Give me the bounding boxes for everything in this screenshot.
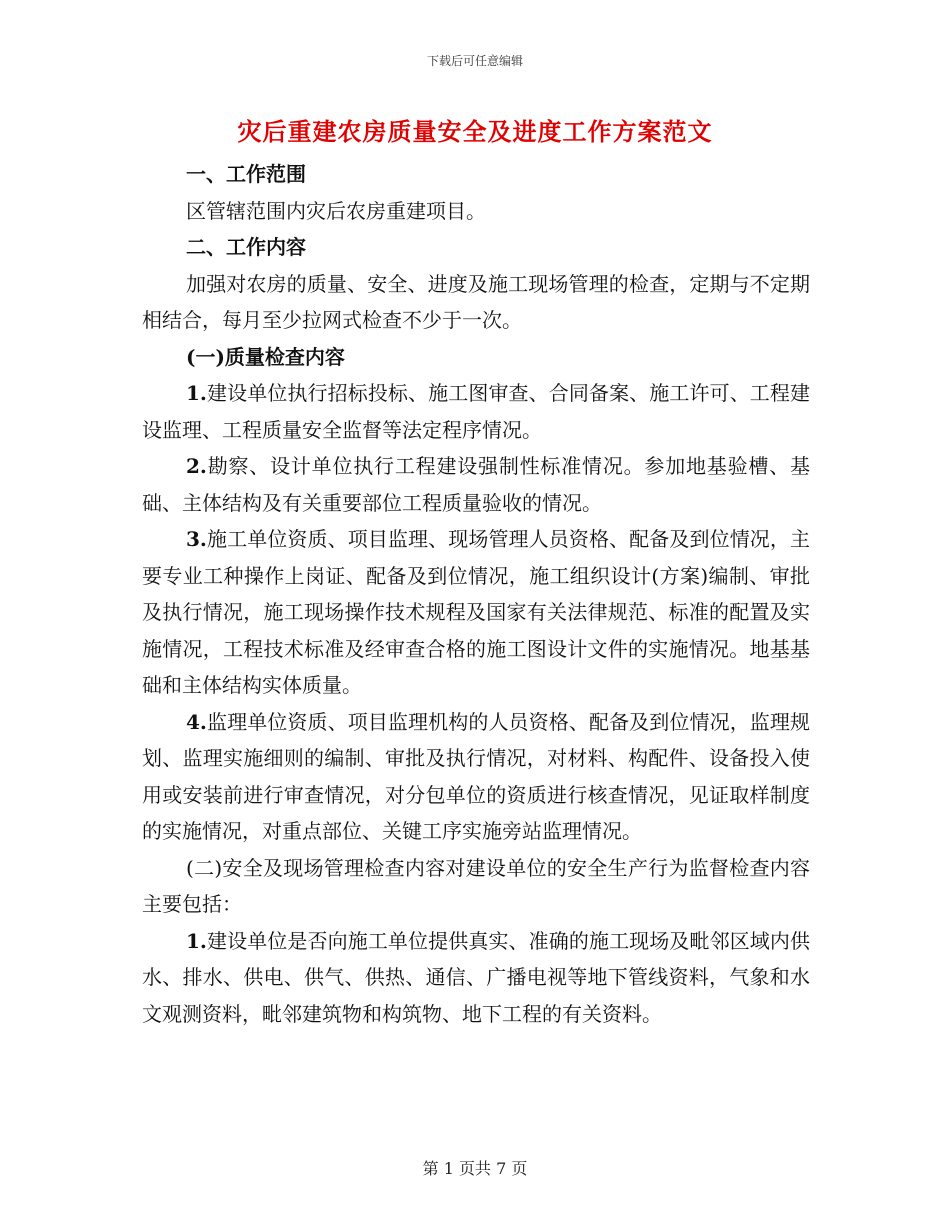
item-text: 建设单位执行招标投标、施工图审查、合同备案、施工许可、工程建设监理、工程质量安全监督等法定程序情况。 — [142, 381, 810, 442]
header-note: 下载后可任意编辑 — [426, 54, 523, 68]
item-text: 监理单位资质、项目监理机构的人员资格、配备及到位情况，监理规划、监理实施细则的编制、审批及执行情况，对材料、构配件、设备投入使用或安装前进行审查情况，对分包单位的资质进行核查情况，见证取样制度的实施情况，对重点部位、关键工序实施旁站监理情况。 — [142, 709, 810, 843]
document-title: 灾后重建农房质量安全及进度工作方案范文 — [237, 117, 713, 146]
quality-heading: (一)质量检查内容 — [186, 344, 345, 369]
item-number: 1. — [186, 381, 207, 405]
section-1-heading: 一、工作范围 — [186, 162, 306, 186]
item-text: 建设单位是否向施工单位提供真实、准确的施工现场及毗邻区域内供水、排水、供电、供气、供热、通信、广播电视等地下管线资料，气象和水文观测资料，毗邻建筑物和构筑物、地下工程的有关资料。 — [142, 928, 810, 1026]
quality-item-1 — [142, 375, 810, 448]
item-number: 1. — [186, 928, 207, 953]
item-number: 3. — [186, 527, 207, 551]
item-text: 勘察、设计单位执行工程建设强制性标准情况。参加地基验槽、基础、主体结构及有关重要部位工程质量验收的情况。 — [142, 454, 810, 515]
safety-item-1 — [142, 923, 810, 1033]
section-1-text: 区管辖范围内灾后农房重建项目。 — [186, 198, 486, 223]
section-2-heading: 二、工作内容 — [186, 235, 306, 259]
page-number: 第 1 页共 7 页 — [422, 1159, 528, 1178]
document-body — [142, 156, 810, 1032]
item-text: 施工单位资质、项目监理、现场管理人员资格、配备及到位情况，主要专业工种操作上岗证、配备及到位情况，施工组织设计(方案)编制、审批及执行情况，施工现场操作技术规程及国家有关法律规范、标准的配置及实施情况，工程技术标准及经审查合格的施工图设计文件的实施情况。地基基础和主体结构实体质量。 — [142, 527, 810, 697]
item-number: 2. — [186, 454, 207, 478]
item-number: 4. — [186, 709, 207, 734]
quality-item-4 — [142, 704, 810, 850]
quality-item-3 — [142, 521, 810, 704]
section-2-text: 加强对农房的质量、安全、进度及施工现场管理的检查，定期与不定期相结合，每月至少拉网式检查不少于一次。 — [142, 271, 810, 332]
quality-item-2 — [142, 448, 810, 521]
safety-intro: (二)安全及现场管理检查内容对建设单位的安全生产行为监督检查内容主要包括： — [142, 855, 810, 916]
